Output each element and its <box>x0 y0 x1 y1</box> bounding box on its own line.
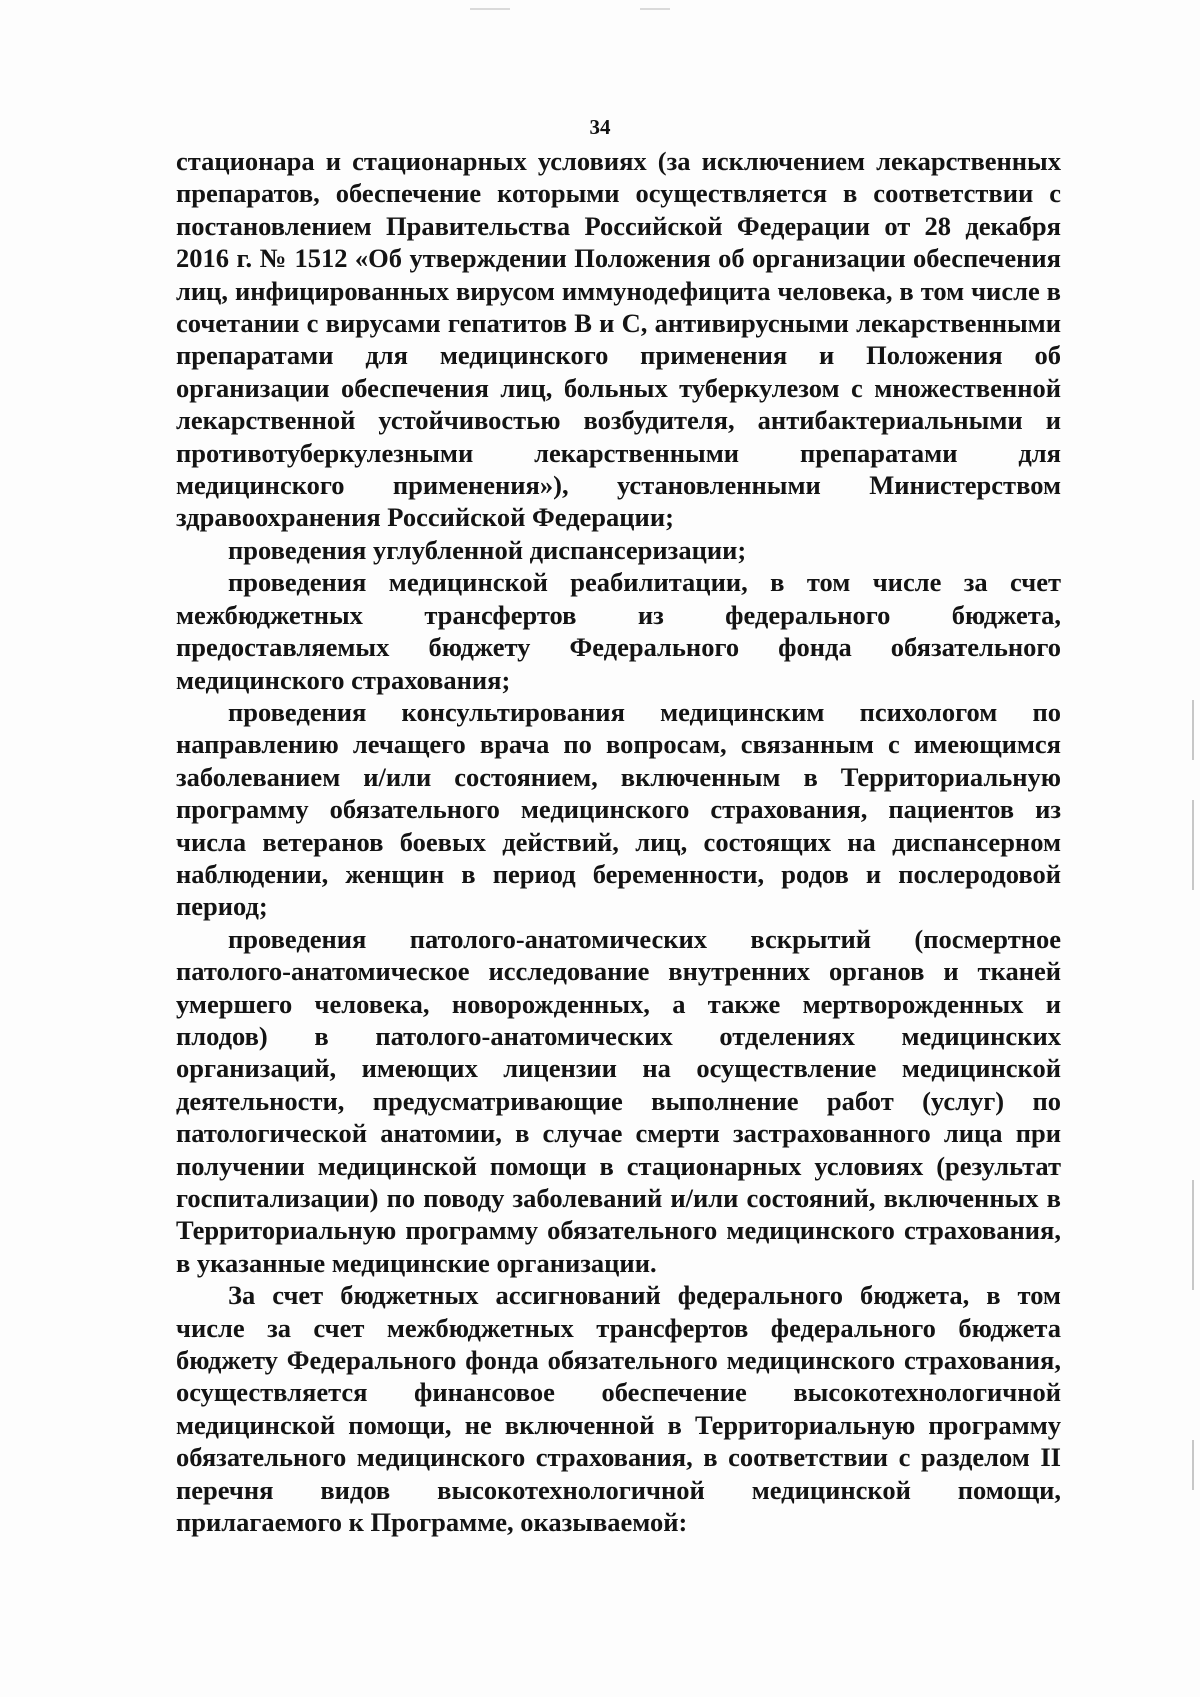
scan-artifact-edge <box>1192 700 1194 760</box>
paragraph: проведения медицинской реабилитации, в том числе за счет межбюджетных трансфертов из федерального бюджета, предоставляемых бюджету Федерального фонда обязательного медицинского страхования; <box>176 567 1061 695</box>
scan-artifact-edge <box>1192 1180 1194 1290</box>
document-body <box>176 145 1061 1538</box>
paragraph: проведения консультирования медицинским психологом по направлению лечащего врача по вопросам, связанным с имеющимся заболеванием и/или состоянием, включенным в Территориальную программу обязательного медицинского страхования, пациентов из числа ветеранов боевых действий, лиц, состоящих на диспансерном наблюдении, женщин в период беременности, родов и послеродовой период; <box>176 696 1061 922</box>
scan-artifact-edge <box>1192 800 1194 890</box>
page-number: 34 <box>589 115 611 139</box>
paragraph: За счет бюджетных ассигнований федерального бюджета, в том числе за счет межбюджетных трансфертов федерального бюджета бюджету Федерального фонда обязательного медицинского страхования, осуществляется финансовое обеспечение высокотехнологичной медицинской помощи, не включенной в Территориальную программу обязательного медицинского страхования, в соответствии с разделом II перечня видов высокотехнологичной медицинской помощи, прилагаемого к Программе, оказываемой: <box>176 1280 1061 1538</box>
paragraph: стационара и стационарных условиях (за исключением лекарственных препаратов, обеспечение которыми осуществляется в соответствии с постановлением Правительства Российской Федерации от 28 декабря 2016 г. № 1512 «Об утверждении Положения об организации обеспечения лиц, инфицированных вирусом иммунодефицита человека, в том числе в сочетании с вирусами гепатитов В и С, антивирусными лекарственными препаратами для медицинского применения и Положения об организации обеспечения лиц, больных туберкулезом с множественной лекарственной устойчивостью возбудителя, антибактериальными и противотуберкулезными лекарственными препаратами для медицинского применения»), установленными Министерством здравоохранения Российской Федерации; <box>176 146 1061 533</box>
paragraph: проведения патолого-анатомических вскрытий (посмертное патолого-анатомическое исследование внутренних органов и тканей умершего человека, новорожденных, а также мертворожденных и плодов) в патолого-анатомических отделениях медицинских организаций, имеющих лицензии на осуществление медицинской деятельности, предусматривающие выполнение работ (услуг) по патологической анатомии, в случае смерти застрахованного лица при получении медицинской помощи в стационарных условиях (результат госпитализации) по поводу заболеваний и/или состояний, включенных в Территориальную программу обязательного медицинского страхования, в указанные медицинские организации. <box>176 923 1061 1278</box>
scan-artifact-top <box>470 8 510 10</box>
scan-artifact-edge <box>1192 1440 1194 1490</box>
paragraph: проведения углубленной диспансеризации; <box>228 534 747 565</box>
scan-artifact-top <box>640 8 670 10</box>
